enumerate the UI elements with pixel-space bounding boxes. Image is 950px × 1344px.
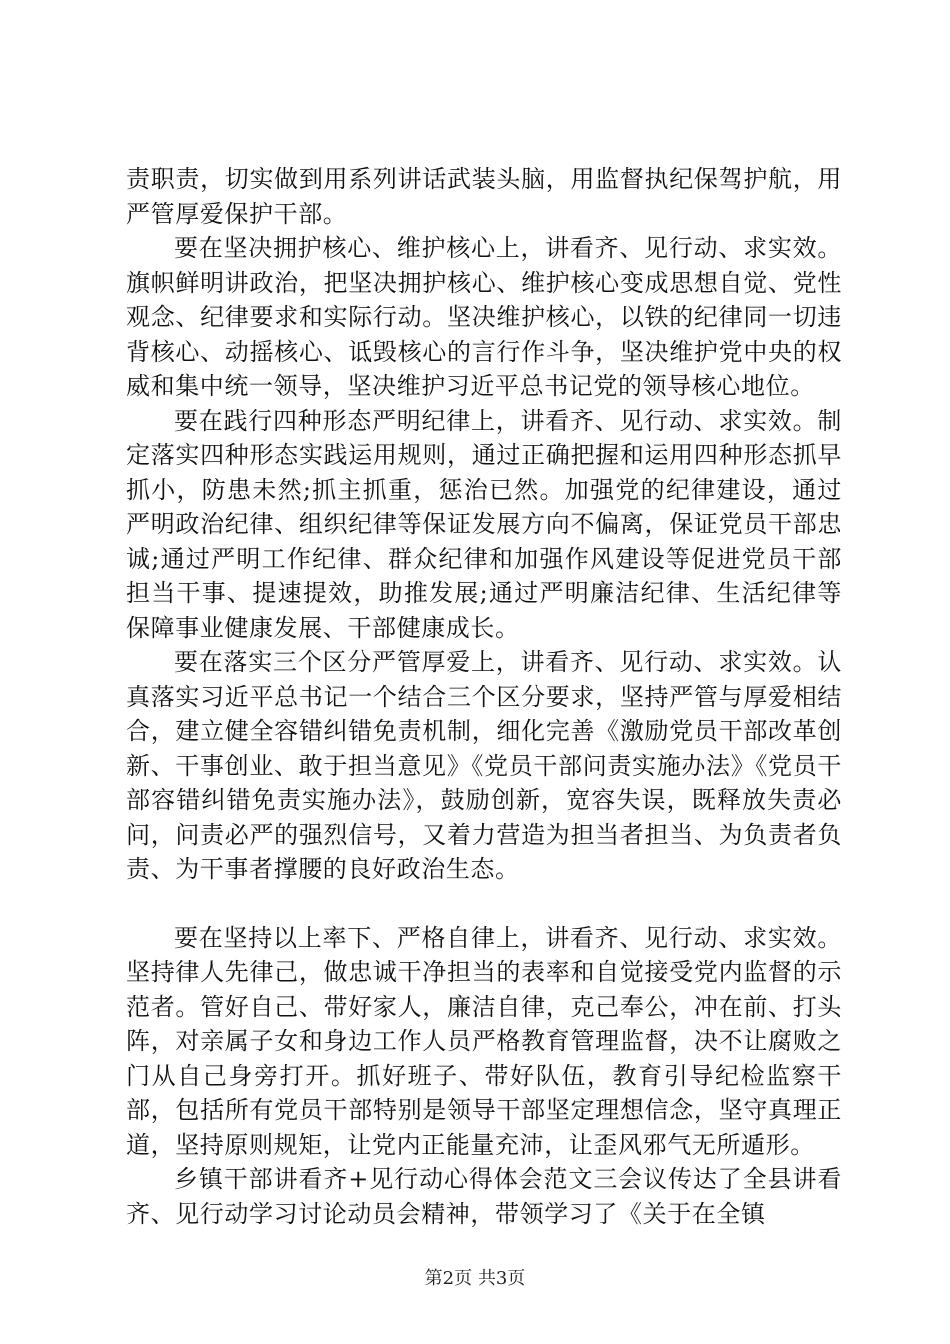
paragraph-four-forms: 要在践行四种形态严明纪律上，讲看齐、见行动、求实效。制定落实四种形态实践运用规则，通过正确把握和运用四种形态抓早抓小，防患未然;抓主抓重，惩治已然。加强党的纪律建设，通过严明政治纪律、组织纪律等保证发展方向不偏离，保证党员干部忠诚;通过严明工作纪律、群众纪律和加强作风建设等促进党员干部担当干事、提速提效，助推发展;通过严明廉洁纪律、生活纪律等保障事业健康发展、干部健康成长。 bbox=[126, 406, 842, 642]
document-body bbox=[126, 162, 842, 1231]
page-number-footer: 第2页 共3页 bbox=[424, 1268, 526, 1289]
paragraph-core-support: 要在坚决拥护核心、维护核心上，讲看齐、见行动、求实效。旗帜鲜明讲政治，把坚决拥护核心、维护核心变成思想自觉、党性观念、纪律要求和实际行动。坚决维护核心，以铁的纪律同一切违背核心、动摇核心、诋毁核心的言行作斗争，坚决维护党中央的权威和集中统一领导，坚决维护习近平总书记党的领导核心地位。 bbox=[126, 234, 842, 400]
paragraph-sample-three: 乡镇干部讲看齐+见行动心得体会范文三会议传达了全县讲看齐、见行动学习讨论动员会精神，带领学习了《关于在全镇 bbox=[126, 1165, 842, 1228]
paragraph-self-discipline: 要在坚持以上率下、严格自律上，讲看齐、见行动、求实效。坚持律人先律己，做忠诚干净担当的表率和自觉接受党内监督的示范者。管好自己、带好家人，廉洁自律，克己奉公，冲在前、打头阵，对亲属子女和身边工作人员严格教育管理监督，决不让腐败之门从自己身旁打开。抓好班子、带好队伍，教育引导纪检监察干部，包括所有党员干部特别是领导干部坚定理想信念，坚守真理正道，坚持原则规矩，让党内正能量充沛，让歪风邪气无所遁形。 bbox=[126, 923, 842, 1159]
paragraph-continued: 责职责，切实做到用系列讲话武装头脑，用监督执纪保驾护航，用严管厚爱保护干部。 bbox=[126, 165, 842, 228]
paragraph-three-distinctions: 要在落实三个区分严管厚爱上，讲看齐、见行动、求实效。认真落实习近平总书记一个结合三个区分要求，坚持严管与厚爱相结合，建立健全容错纠错免责机制，细化完善《激励党员干部改革创新、干事创业、敢于担当意见》《党员干部问责实施办法》《党员干部容错纠错免责实施办法》，鼓励创新，宽容失误，既释放失责必问，问责必严的强烈信号，又着力营造为担当者担当、为负责者负责、为干事者撑腰的良好政治生态。 bbox=[126, 648, 842, 883]
